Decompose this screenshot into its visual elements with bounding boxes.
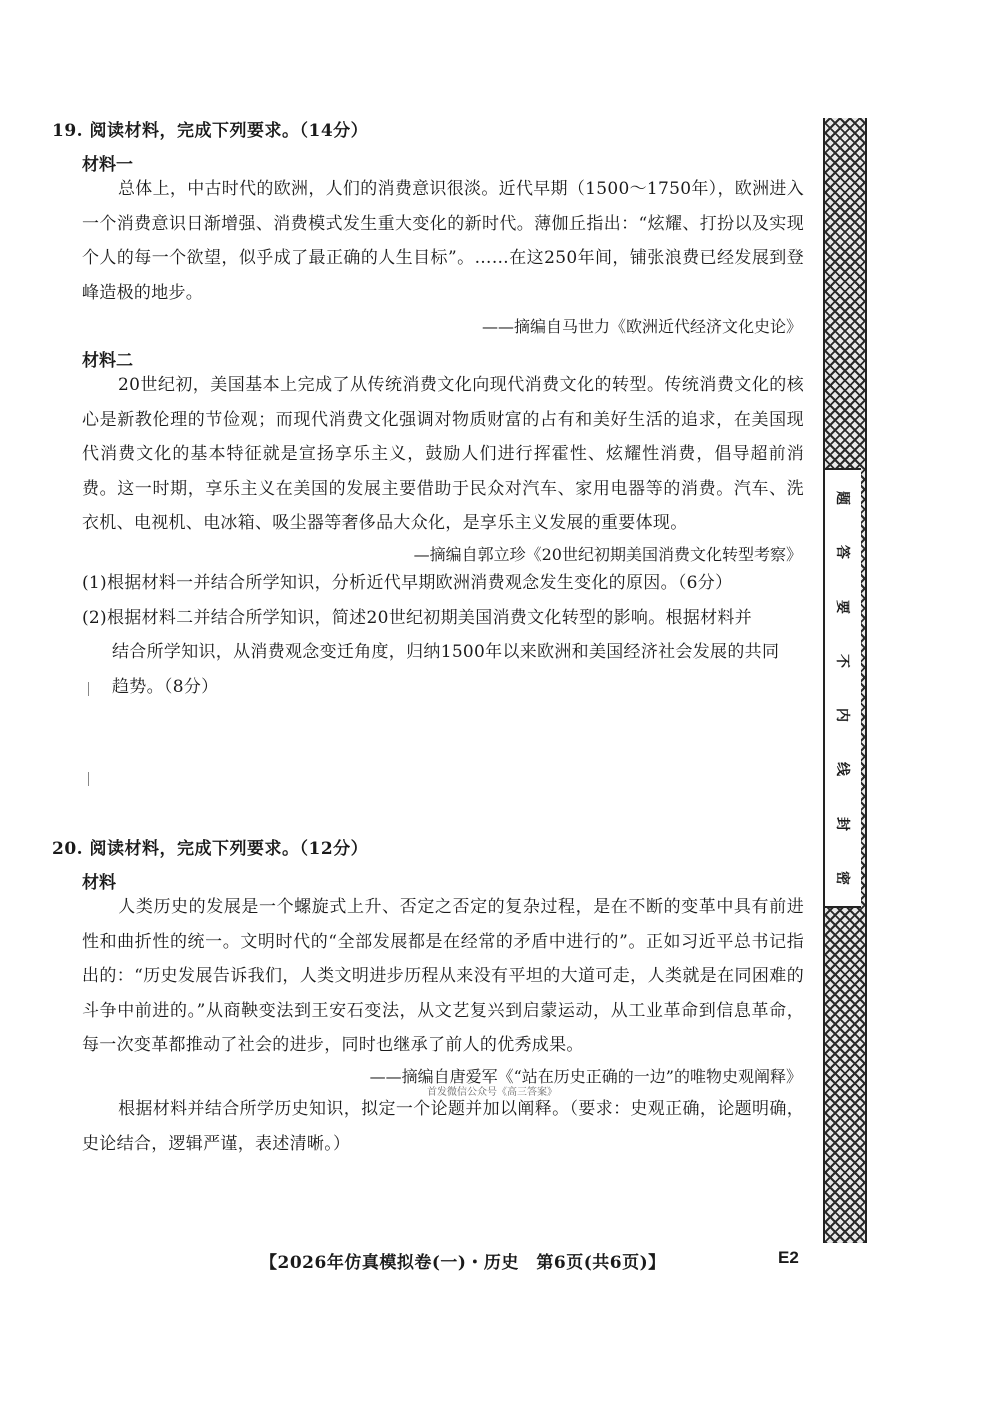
answer-area-mark: [88, 682, 89, 696]
material-source: ——摘编自唐爱军《“站在历史正确的一边”的唯物史观阐释》: [369, 1067, 802, 1086]
margin-char: 内: [834, 708, 850, 723]
material-2-text: [82, 368, 804, 541]
margin-char: 要: [834, 599, 850, 614]
q19-sub-2-line3: 趋势。（8分）: [112, 676, 219, 697]
page-footer: 【2026年仿真模拟卷(一)・历史 第6页(共6页)】: [260, 1253, 666, 1273]
binding-margin-label: [825, 468, 861, 908]
paper-code: E2: [778, 1248, 799, 1267]
material-label: 材料: [82, 873, 116, 893]
question-19-heading: 19. 阅读材料，完成下列要求。（14分）: [52, 121, 369, 141]
answer-area-mark: [88, 772, 89, 786]
material-text: [82, 890, 804, 1063]
q20-task-text: 根据材料并结合所学历史知识，拟定一个论题并加以阐释。（要求：史观正确，论题明确，史论结合，逻辑严谨，表述清晰。）: [82, 1099, 804, 1154]
material-1-body: 总体上，中古时代的欧洲，人们的消费意识很淡。近代早期（1500～1750年），欧洲进入一个消费意识日渐增强、消费模式发生重大变化的新时代。薄伽丘指出：“炫耀、打扮以及实现个人的每一个欲望，似乎成了最正确的人生目标”。……在这250年间，铺张浪费已经发展到登峰造极的地步。: [82, 179, 804, 303]
watermark-text: 首发微信公众号《高三答案》: [427, 1087, 557, 1098]
margin-char: 密: [834, 870, 850, 885]
material-body: 人类历史的发展是一个螺旋式上升、否定之否定的复杂过程，是在不断的变革中具有前进性和曲折性的统一。文明时代的“全部发展都是在经常的矛盾中进行的”。正如习近平总书记指出的：“历史发展告诉我们，人类文明进步历程从来没有平坦的大道可走，人类就是在同困难的斗争中前进的。”从商鞅变法到王安石变法，从文艺复兴到启蒙运动，从工业革命到信息革命，每一次变革都推动了社会的进步，同时也继承了前人的优秀成果。: [82, 897, 804, 1055]
material-1-text: [82, 172, 804, 310]
material-1-source: ——摘编自马世力《欧洲近代经济文化史论》: [481, 317, 802, 336]
q19-sub-2-line1: (2)根据材料二并结合所学知识，简述20世纪初期美国消费文化转型的影响。根据材料并: [82, 607, 753, 628]
question-20-heading: 20. 阅读材料，完成下列要求。（12分）: [52, 839, 369, 859]
q19-sub-2-line2: 结合所学知识，从消费观念变迁角度，归纳1500年以来欧洲和美国经济社会发展的共同: [112, 642, 780, 662]
q20-task: [82, 1092, 804, 1161]
material-2-label: 材料二: [82, 351, 133, 371]
margin-char: 答: [834, 545, 850, 560]
q19-sub-1: (1)根据材料一并结合所学知识，分析近代早期欧洲消费观念发生变化的原因。（6分）: [82, 573, 733, 593]
material-2-source: —摘编自郭立珍《20世纪初期美国消费文化转型考察》: [413, 545, 802, 564]
material-1-label: 材料一: [82, 155, 133, 175]
margin-char: 题: [834, 491, 850, 505]
margin-char: 线: [834, 762, 850, 777]
margin-char: 不: [834, 653, 850, 668]
q19-subquestions: [82, 566, 804, 704]
margin-char: 封: [834, 816, 850, 831]
material-2-body: 20世纪初，美国基本上完成了从传统消费文化向现代消费文化的转型。传统消费文化的核心是新教伦理的节俭观；而现代消费文化强调对物质财富的占有和美好生活的追求，在美国现代消费文化的基本特征就是宣扬享乐主义，鼓励人们进行挥霍性、炫耀性消费，倡导超前消费。这一时期，享乐主义在美国的发展主要借助于民众对汽车、家用电器等的消费。汽车、洗衣机、电视机、电冰箱、吸尘器等奢侈品大众化，是享乐主义发展的重要体现。: [82, 375, 804, 533]
